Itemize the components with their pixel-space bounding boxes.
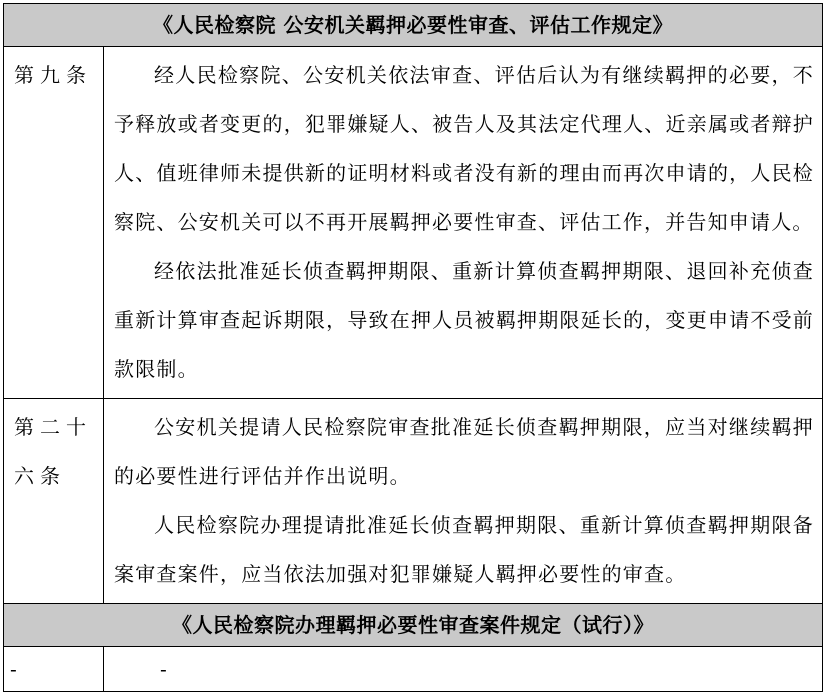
article-label-26: 第二十六条 [4,399,104,604]
article-label-9: 第九条 [4,47,104,399]
article-row-9 [4,47,823,399]
article-row-26 [4,399,823,604]
regulation-2-content-placeholder: - [104,647,823,692]
article-9-paragraph-2: 经依法批准延长侦查羁押期限、重新计算侦查羁押期限、退回补充侦查重新计算审查起诉期限，导致在押人员被羁押期限延长的，变更申请不受前款限制。 [114,259,814,381]
comparison-table [3,3,823,692]
regulation-2-title: 《人民检察院办理羁押必要性审查案件规定（试行）》 [4,604,823,647]
article-9-paragraph-1: 经人民检察院、公安机关依法审查、评估后认为有继续羁押的必要，不予释放或者变更的，犯罪嫌疑人、被告人及其法定代理人、近亲属或者辩护人、值班律师未提供新的证明材料或者没有新的理由而再次申请的，人民检察院、公安机关可以不再开展羁押必要性审查、评估工作，并告知申请人。 [114,63,814,234]
regulation-2-empty-row [4,647,823,692]
article-26-paragraph-1: 公安机关提请人民检察院审查批准延长侦查羁押期限，应当对继续羁押的必要性进行评估并作出说明。 [114,415,814,488]
article-26-paragraph-2: 人民检察院办理提请批准延长侦查羁押期限、重新计算侦查羁押期限备案审查案件，应当依法加强对犯罪嫌疑人羁押必要性的审查。 [114,513,814,586]
regulation-2-label-placeholder: - [4,647,104,692]
article-body-26 [104,399,823,604]
regulation-1-title: 《人民检察院 公安机关羁押必要性审查、评估工作规定》 [4,4,823,47]
article-body-9 [104,47,823,399]
regulation-1-header-row [4,4,823,47]
regulation-2-header-row [4,604,823,647]
